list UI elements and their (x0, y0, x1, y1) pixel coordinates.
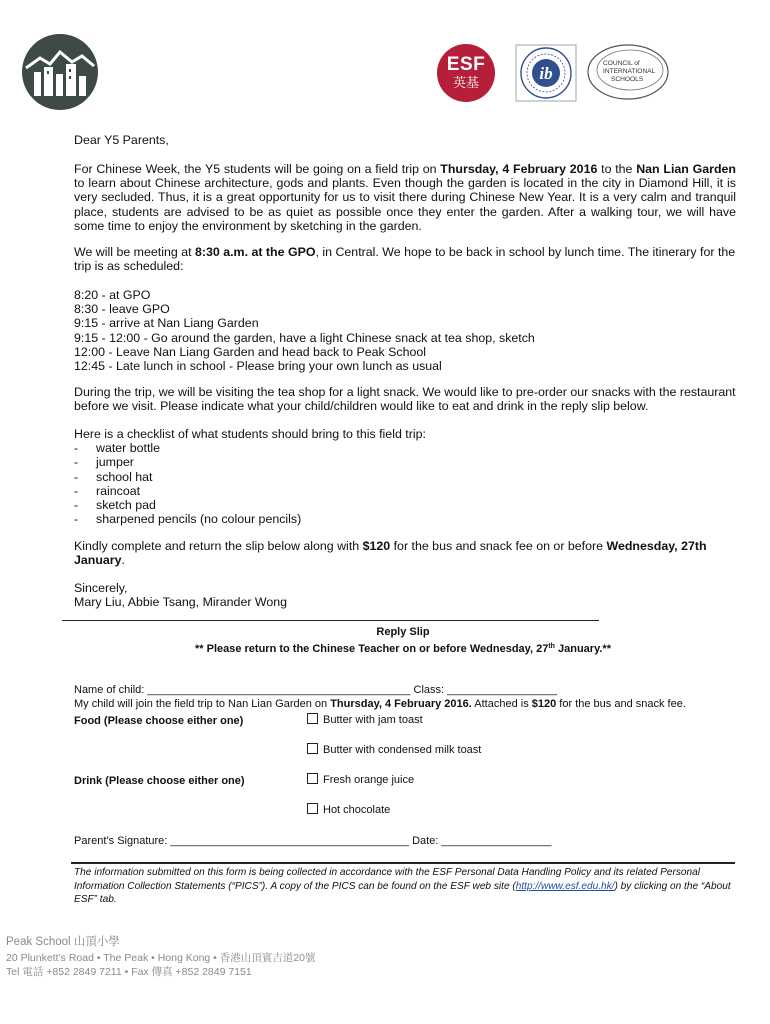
name-class-row[interactable] (74, 684, 557, 697)
letter-paragraph-1: For Chinese Week, the Y5 students will be going on a field trip on Thursday, 4 February 2016 to the Nan Lian Garden to learn about Chinese architecture, gods and plants. Even though the garden is located in the city in Diamond Hill, it is very secluded. Thus, it is a great opportunity for us to visit there during Chinese New Year. It is a very calm and tranquil place, students are advised to be as quiet as possible once they enter the garden. After a walking tour, we will have some time to enjoy the environment by sketching in the garden. (74, 162, 736, 233)
drink-label: Drink (Please choose either one) (74, 775, 245, 787)
itinerary-item: 12:00 - Leave Nan Liang Garden and head back to Peak School (74, 344, 427, 359)
child-name-field[interactable]: Name of child: ___________________________________________ (74, 684, 411, 696)
itinerary-item: 9:15 - arrive at Nan Liang Garden (74, 316, 259, 331)
esf-logo (437, 44, 495, 102)
checkbox-icon[interactable] (307, 713, 318, 724)
food-option-jam-toast[interactable]: Butter with jam toast (307, 713, 423, 727)
footer-divider (71, 862, 735, 864)
letter-salutation: Dear Y5 Parents, (74, 133, 169, 147)
checklist-item: - school hat (74, 469, 153, 484)
cis-logo (586, 43, 670, 101)
reply-slip-instruction: ** Please return to the Chinese Teacher on or before Wednesday, 27th January.** (194, 643, 611, 655)
checklist-item: - sharpened pencils (no colour pencils) (74, 512, 302, 527)
drink-option-hot-chocolate[interactable]: Hot chocolate (307, 803, 390, 817)
itinerary-list (74, 288, 736, 373)
join-statement: My child will join the field trip to Nan Lian Garden on Thursday, 4 February 2016. Attached is $120 for the bus and snack fee. (74, 698, 686, 710)
checkbox-icon[interactable] (307, 743, 318, 754)
esf-logo-text: ESF (446, 54, 486, 75)
itinerary-item: 12:45 - Late lunch in school - Please bring your own lunch as usual (74, 359, 442, 374)
svg-text:ib: ib (539, 64, 553, 83)
signatories: Mary Liu, Abbie Tsang, Mirander Wong (74, 595, 288, 610)
letter-paragraph-2: We will be meeting at 8:30 a.m. at the GPO, in Central. We hope to be back in school by lunch time. The itinerary for the trip is as scheduled: (74, 245, 736, 274)
itinerary-item: 8:30 - leave GPO (74, 302, 170, 317)
esf-logo-chinese: 英基 (452, 75, 479, 90)
signature-date-row[interactable] (74, 835, 552, 848)
privacy-notice: The information submitted on this form is being collected in accordance with the ESF Personal Data Handling Policy and its related Personal Information Collection Statements (“PICS”). A copy of the PICS can be found on the ESF web site (http://www.esf.edu.hk/) by clicking on the “About ESF” tab. (74, 867, 731, 905)
deadline: Wednesday, 27th January (74, 539, 707, 568)
checkbox-icon[interactable] (307, 803, 318, 814)
cut-line (62, 620, 599, 621)
school-address: 20 Plunkett’s Road • The Peak • Hong Kong • 香港山頂賓吉道20號 (6, 952, 316, 964)
esf-website-link[interactable]: http://www.esf.edu.hk/ (515, 880, 615, 892)
itinerary-item: 9:15 - 12:00 - Go around the garden, have a light Chinese snack at tea shop, sketch (74, 330, 535, 345)
ib-world-school-logo (515, 44, 577, 102)
parent-signature-field[interactable]: Parent’s Signature: _______________________________________ (74, 835, 410, 847)
food-label: Food (Please choose either one) (74, 715, 244, 727)
letter-closing (74, 581, 736, 609)
meeting-point: 8:30 a.m. at the GPO (194, 245, 316, 259)
checklist-item: - raincoat (74, 483, 141, 498)
drink-option-orange-juice[interactable]: Fresh orange juice (307, 773, 414, 787)
trip-date: Thursday, 4 February 2016 (440, 162, 598, 176)
date-field[interactable]: Date: __________________ (409, 835, 552, 847)
food-option-condensed-milk-toast[interactable]: Butter with condensed milk toast (307, 743, 481, 757)
checklist-item: - water bottle (74, 441, 161, 456)
trip-place: Nan Lian Garden (636, 162, 736, 176)
class-field[interactable]: Class: __________________ (410, 684, 558, 696)
reply-slip-title: Reply Slip (376, 626, 430, 638)
closing: Sincerely, (74, 581, 128, 595)
letter-paragraph-3: During the trip, we will be visiting the tea shop for a light snack. We would like to pre-order our snacks with the restaurant before we visit. Please indicate what your child/children would like to eat and drink in the reply slip below. (74, 385, 736, 414)
school-name: Peak School 山頂小學 (6, 936, 120, 948)
checklist-item: - jumper (74, 455, 134, 470)
peak-school-logo (22, 34, 98, 110)
checkbox-icon[interactable] (307, 773, 318, 784)
school-phone-fax: Tel 電話 +852 2849 7211 • Fax 傳真 +852 2849 7151 (6, 966, 252, 978)
letter-paragraph-4: Kindly complete and return the slip below along with $120 for the bus and snack fee on or before Wednesday, 27th January. (74, 539, 707, 568)
checklist-intro: Here is a checklist of what students should bring to this field trip: (74, 427, 426, 441)
checklist-item: - sketch pad (74, 498, 156, 513)
cis-logo-text-2: INTERNATIONAL (603, 68, 656, 75)
cis-logo-text-1: COUNCIL of (603, 60, 640, 67)
cis-logo-text-3: SCHOOLS (611, 76, 644, 83)
itinerary-item: 8:20 - at GPO (74, 288, 151, 302)
fee-amount: $120 (362, 539, 391, 553)
checklist (74, 427, 736, 526)
